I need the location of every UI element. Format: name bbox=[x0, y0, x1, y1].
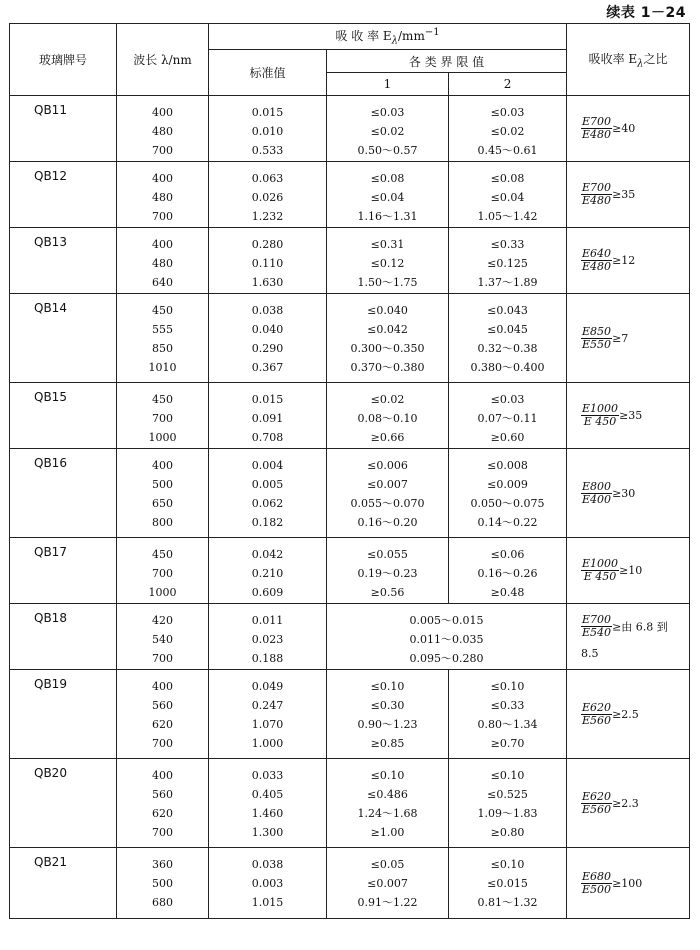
cell-value: ≥0.56 bbox=[370, 586, 405, 599]
cell-value: 0.063 bbox=[251, 172, 284, 185]
cell-value: ≤0.10 bbox=[370, 769, 405, 782]
cell-value: 0.011～0.035 bbox=[409, 633, 484, 646]
cell-value: ≤0.08 bbox=[370, 172, 405, 185]
wavelength-cell bbox=[117, 294, 209, 383]
cell-value: 1.000 bbox=[251, 737, 284, 750]
cell-value: 1.460 bbox=[251, 807, 284, 820]
cell-value: 700 bbox=[152, 737, 173, 750]
cell-value: 400 bbox=[152, 172, 173, 185]
absorbance-ratio-cell bbox=[567, 96, 690, 162]
limit-1-cell bbox=[327, 670, 449, 759]
ratio-numerator: E700 bbox=[582, 612, 612, 626]
table-row bbox=[10, 538, 690, 604]
cell-value: ≤0.05 bbox=[370, 858, 405, 871]
cell-value: 500 bbox=[152, 877, 173, 890]
glass-brand-cell: QB21 bbox=[10, 848, 117, 919]
ratio-condition: ≥2.3 bbox=[612, 796, 639, 810]
cell-value: 680 bbox=[152, 896, 173, 909]
ratio-fraction bbox=[581, 326, 612, 351]
cell-value: 1.50～1.75 bbox=[357, 276, 418, 289]
cell-value: ≤0.02 bbox=[490, 125, 525, 138]
cell-value: ≥0.66 bbox=[370, 431, 405, 444]
table-row bbox=[10, 449, 690, 538]
absorbance-ratio-cell bbox=[567, 162, 690, 228]
cell-value: 0.07～0.11 bbox=[477, 412, 538, 425]
header-limits: 各 类 界 限 值 bbox=[327, 50, 567, 73]
cell-value: ≤0.03 bbox=[370, 106, 405, 119]
standard-value-cell bbox=[209, 162, 327, 228]
ratio-denominator: E480 bbox=[582, 128, 612, 141]
ratio-condition: ≥35 bbox=[619, 409, 643, 422]
ratio-denominator: E400 bbox=[582, 492, 612, 506]
cell-value: 0.45～0.61 bbox=[477, 144, 538, 157]
cell-value: 0.300～0.350 bbox=[350, 342, 425, 355]
cell-value: ≤0.045 bbox=[487, 323, 528, 336]
cell-value: ≤0.10 bbox=[370, 680, 405, 693]
cell-value: ≤0.04 bbox=[490, 191, 525, 204]
cell-value: ≥0.85 bbox=[370, 737, 405, 750]
limit-1-cell bbox=[327, 96, 449, 162]
wavelength-cell bbox=[117, 538, 209, 604]
standard-value-cell bbox=[209, 759, 327, 848]
ratio-numerator: E850 bbox=[582, 324, 612, 338]
cell-value: 450 bbox=[152, 548, 173, 561]
cell-value: 1.09～1.83 bbox=[477, 807, 538, 820]
cell-value: 1.630 bbox=[251, 276, 284, 289]
cell-value: 500 bbox=[152, 478, 173, 491]
cell-value: ≤0.02 bbox=[370, 125, 405, 138]
ratio-condition: ≥7 bbox=[612, 331, 629, 345]
header-absorbance: 吸 收 率 $E_\lambda/mm^{-1}$ bbox=[209, 24, 567, 50]
limit-2-cell bbox=[449, 848, 567, 919]
ratio-denominator: E480 bbox=[582, 260, 612, 273]
cell-value: ≤0.33 bbox=[490, 238, 525, 251]
absorbance-ratio-cell bbox=[567, 848, 690, 919]
cell-value: 1.232 bbox=[251, 210, 284, 223]
cell-value: 0.380～0.400 bbox=[470, 361, 545, 374]
cell-value: 0.50～0.57 bbox=[357, 144, 418, 157]
cell-value: 400 bbox=[152, 459, 173, 472]
ratio-numerator: E700 bbox=[582, 181, 612, 194]
cell-value: ≤0.008 bbox=[487, 459, 528, 472]
cell-value: ≥0.70 bbox=[490, 737, 525, 750]
cell-value: 1.300 bbox=[251, 826, 284, 839]
standard-value-cell bbox=[209, 228, 327, 294]
cell-value: 1000 bbox=[148, 586, 177, 599]
ratio-condition: ≥2.5 bbox=[612, 707, 639, 721]
standard-value-cell bbox=[209, 848, 327, 919]
cell-value: ≥1.00 bbox=[370, 826, 405, 839]
ratio-numerator: E620 bbox=[582, 700, 612, 714]
cell-value: ≤0.042 bbox=[367, 323, 408, 336]
cell-value: 450 bbox=[152, 304, 173, 317]
cell-value: 560 bbox=[152, 699, 173, 712]
absorbance-ratio-cell bbox=[567, 449, 690, 538]
ratio-fraction bbox=[581, 248, 612, 273]
cell-value: 0.038 bbox=[251, 858, 284, 871]
cell-value: 620 bbox=[152, 807, 173, 820]
wavelength-cell bbox=[117, 759, 209, 848]
cell-value: ≤0.12 bbox=[370, 257, 405, 270]
ratio-fraction bbox=[581, 403, 619, 428]
table-row bbox=[10, 294, 690, 383]
ratio-denominator: E 450 bbox=[583, 415, 617, 428]
ratio-numerator: E620 bbox=[582, 789, 612, 803]
cell-value: 0.16～0.26 bbox=[477, 567, 538, 580]
cell-value: ≤0.043 bbox=[487, 304, 528, 317]
cell-value: ≤0.10 bbox=[490, 858, 525, 871]
cell-value: 0.08～0.10 bbox=[357, 412, 418, 425]
cell-value: 0.367 bbox=[251, 361, 284, 374]
glass-brand-cell: QB15 bbox=[10, 383, 117, 449]
cell-value: ≤0.009 bbox=[487, 478, 528, 491]
cell-value: ≥0.60 bbox=[490, 431, 525, 444]
standard-value-cell bbox=[209, 538, 327, 604]
limit-1-cell bbox=[327, 294, 449, 383]
limit-2-cell bbox=[449, 383, 567, 449]
cell-value: 700 bbox=[152, 652, 173, 665]
limit-2-cell bbox=[449, 294, 567, 383]
cell-value: ≤0.30 bbox=[370, 699, 405, 712]
header-standard: 标准值 bbox=[209, 50, 327, 96]
standard-value-cell bbox=[209, 383, 327, 449]
table-row bbox=[10, 228, 690, 294]
wavelength-cell bbox=[117, 449, 209, 538]
ratio-note: 8.5 bbox=[581, 646, 599, 660]
cell-value: 0.005 bbox=[251, 478, 284, 491]
standard-value-cell bbox=[209, 294, 327, 383]
cell-value: ≤0.015 bbox=[487, 877, 528, 890]
table-body bbox=[10, 96, 690, 919]
cell-value: ≤0.06 bbox=[490, 548, 525, 561]
cell-value: 1.015 bbox=[251, 896, 284, 909]
limit-1-cell bbox=[327, 228, 449, 294]
cell-value: 0.042 bbox=[251, 548, 284, 561]
absorbance-ratio-cell bbox=[567, 294, 690, 383]
limit-range-merged-cell bbox=[327, 604, 567, 670]
limit-1-cell bbox=[327, 383, 449, 449]
limit-1-cell bbox=[327, 759, 449, 848]
ratio-fraction bbox=[581, 558, 619, 583]
cell-value: 0.015 bbox=[251, 393, 284, 406]
table-row bbox=[10, 848, 690, 919]
header-limit-2: 2 bbox=[449, 73, 567, 96]
table-row bbox=[10, 604, 690, 670]
absorbance-ratio-cell bbox=[567, 383, 690, 449]
limit-2-cell bbox=[449, 449, 567, 538]
cell-value: ≤0.006 bbox=[367, 459, 408, 472]
cell-value: 640 bbox=[152, 276, 173, 289]
cell-value: 0.033 bbox=[251, 769, 284, 782]
cell-value: 400 bbox=[152, 106, 173, 119]
limit-1-cell bbox=[327, 538, 449, 604]
ratio-fraction bbox=[581, 791, 612, 816]
wavelength-cell bbox=[117, 383, 209, 449]
cell-value: 0.90～1.23 bbox=[357, 718, 418, 731]
limit-2-cell bbox=[449, 538, 567, 604]
wavelength-cell bbox=[117, 604, 209, 670]
cell-value: 0.003 bbox=[251, 877, 284, 890]
limit-1-cell bbox=[327, 162, 449, 228]
table-row bbox=[10, 162, 690, 228]
cell-value: 800 bbox=[152, 516, 173, 529]
cell-value: 700 bbox=[152, 826, 173, 839]
cell-value: 0.004 bbox=[251, 459, 284, 472]
glass-brand-cell: QB11 bbox=[10, 96, 117, 162]
table-row bbox=[10, 96, 690, 162]
cell-value: 0.80～1.34 bbox=[477, 718, 538, 731]
cell-value: ≤0.040 bbox=[367, 304, 408, 317]
ratio-condition: ≥40 bbox=[612, 122, 636, 135]
ratio-fraction bbox=[581, 702, 612, 727]
header-limit-1: 1 bbox=[327, 73, 449, 96]
limit-1-cell bbox=[327, 848, 449, 919]
cell-value: 0.370～0.380 bbox=[350, 361, 425, 374]
cell-value: 0.91～1.22 bbox=[357, 896, 418, 909]
cell-value: 480 bbox=[152, 191, 173, 204]
cell-value: 400 bbox=[152, 680, 173, 693]
ratio-denominator: E 450 bbox=[583, 570, 617, 583]
limit-2-cell bbox=[449, 670, 567, 759]
glass-brand-cell: QB14 bbox=[10, 294, 117, 383]
cell-value: ≤0.10 bbox=[490, 680, 525, 693]
ratio-fraction bbox=[581, 481, 612, 506]
cell-value: 0.16～0.20 bbox=[357, 516, 418, 529]
cell-value: 0.095～0.280 bbox=[409, 652, 484, 665]
cell-value: 1.37～1.89 bbox=[477, 276, 538, 289]
cell-value: 0.023 bbox=[251, 633, 284, 646]
cell-value: ≤0.007 bbox=[367, 877, 408, 890]
cell-value: ≤0.03 bbox=[490, 106, 525, 119]
cell-value: 0.32～0.38 bbox=[477, 342, 538, 355]
cell-value: 0.708 bbox=[251, 431, 284, 444]
ratio-denominator: E500 bbox=[582, 882, 612, 896]
cell-value: 700 bbox=[152, 210, 173, 223]
cell-value: 555 bbox=[152, 323, 173, 336]
cell-value: 540 bbox=[152, 633, 173, 646]
ratio-numerator: E1000 bbox=[582, 557, 619, 570]
cell-value: 0.091 bbox=[251, 412, 284, 425]
ratio-denominator: E560 bbox=[582, 713, 612, 727]
standard-value-cell bbox=[209, 449, 327, 538]
glass-brand-cell: QB20 bbox=[10, 759, 117, 848]
cell-value: 0.182 bbox=[251, 516, 284, 529]
cell-value: 400 bbox=[152, 238, 173, 251]
standard-value-cell bbox=[209, 604, 327, 670]
wavelength-cell bbox=[117, 96, 209, 162]
cell-value: 0.038 bbox=[251, 304, 284, 317]
ratio-numerator: E680 bbox=[582, 869, 612, 883]
glass-brand-cell: QB13 bbox=[10, 228, 117, 294]
cell-value: 0.81～1.32 bbox=[477, 896, 538, 909]
ratio-denominator: E550 bbox=[582, 337, 612, 351]
cell-value: ≤0.03 bbox=[490, 393, 525, 406]
cell-value: 0.015 bbox=[251, 106, 284, 119]
absorbance-ratio-cell bbox=[567, 604, 690, 670]
cell-value: 420 bbox=[152, 614, 173, 627]
ratio-fraction bbox=[581, 871, 612, 896]
cell-value: 1010 bbox=[148, 361, 177, 374]
limit-2-cell bbox=[449, 228, 567, 294]
limit-2-cell bbox=[449, 96, 567, 162]
ratio-condition: ≥35 bbox=[612, 188, 636, 201]
cell-value: 0.011 bbox=[251, 614, 284, 627]
cell-value: ≤0.125 bbox=[487, 257, 528, 270]
wavelength-cell bbox=[117, 848, 209, 919]
cell-value: 0.280 bbox=[251, 238, 284, 251]
ratio-numerator: E700 bbox=[582, 115, 612, 128]
cell-value: ≤0.04 bbox=[370, 191, 405, 204]
cell-value: ≥0.80 bbox=[490, 826, 525, 839]
ratio-condition: ≥12 bbox=[612, 254, 636, 267]
table-row bbox=[10, 759, 690, 848]
glass-absorbance-table bbox=[9, 23, 690, 919]
ratio-condition: ≥100 bbox=[612, 876, 643, 890]
cell-value: ≤0.055 bbox=[367, 548, 408, 561]
glass-brand-cell: QB18 bbox=[10, 604, 117, 670]
glass-brand-cell: QB17 bbox=[10, 538, 117, 604]
ratio-numerator: E1000 bbox=[582, 402, 619, 415]
cell-value: 1000 bbox=[148, 431, 177, 444]
cell-value: ≥0.48 bbox=[490, 586, 525, 599]
absorbance-ratio-cell bbox=[567, 538, 690, 604]
standard-value-cell bbox=[209, 96, 327, 162]
cell-value: ≤0.007 bbox=[367, 478, 408, 491]
cell-value: 0.026 bbox=[251, 191, 284, 204]
cell-value: 0.609 bbox=[251, 586, 284, 599]
cell-value: 480 bbox=[152, 257, 173, 270]
cell-value: 650 bbox=[152, 497, 173, 510]
standard-value-cell bbox=[209, 670, 327, 759]
limit-2-cell bbox=[449, 759, 567, 848]
ratio-denominator: E540 bbox=[582, 625, 612, 639]
cell-value: 0.533 bbox=[251, 144, 284, 157]
ratio-numerator: E640 bbox=[582, 247, 612, 260]
ratio-numerator: E800 bbox=[582, 479, 612, 493]
cell-value: 0.050～0.075 bbox=[470, 497, 545, 510]
ratio-condition: ≥30 bbox=[612, 486, 636, 500]
cell-value: 0.188 bbox=[251, 652, 284, 665]
ratio-denominator: E560 bbox=[582, 802, 612, 816]
cell-value: 620 bbox=[152, 718, 173, 731]
ratio-fraction bbox=[581, 116, 612, 141]
cell-value: 0.290 bbox=[251, 342, 284, 355]
cell-value: ≤0.31 bbox=[370, 238, 405, 251]
ratio-condition: ≥由 6.8 到 bbox=[612, 620, 668, 633]
cell-value: 0.19～0.23 bbox=[357, 567, 418, 580]
wavelength-cell bbox=[117, 228, 209, 294]
cell-value: 480 bbox=[152, 125, 173, 138]
wavelength-cell bbox=[117, 670, 209, 759]
absorbance-ratio-cell bbox=[567, 759, 690, 848]
ratio-fraction bbox=[581, 182, 612, 207]
cell-value: 700 bbox=[152, 412, 173, 425]
ratio-fraction bbox=[581, 614, 612, 639]
cell-value: 400 bbox=[152, 769, 173, 782]
cell-value: ≤0.33 bbox=[490, 699, 525, 712]
header-brand: 玻璃牌号 bbox=[10, 24, 117, 96]
cell-value: ≤0.486 bbox=[367, 788, 408, 801]
cell-value: 0.055～0.070 bbox=[350, 497, 425, 510]
table-row bbox=[10, 670, 690, 759]
cell-value: ≤0.02 bbox=[370, 393, 405, 406]
cell-value: 560 bbox=[152, 788, 173, 801]
cell-value: ≤0.10 bbox=[490, 769, 525, 782]
table-row bbox=[10, 383, 690, 449]
glass-brand-cell: QB16 bbox=[10, 449, 117, 538]
cell-value: 1.05～1.42 bbox=[477, 210, 538, 223]
header-wavelength: 波长 λ/nm bbox=[117, 24, 209, 96]
cell-value: 0.405 bbox=[251, 788, 284, 801]
wavelength-cell bbox=[117, 162, 209, 228]
cell-value: 0.210 bbox=[251, 567, 284, 580]
cell-value: 0.247 bbox=[251, 699, 284, 712]
cell-value: 1.24～1.68 bbox=[357, 807, 418, 820]
cell-value: 0.110 bbox=[251, 257, 284, 270]
table-caption: 续表 1－24 bbox=[606, 5, 686, 21]
header-ratio: 吸收率 $E_\lambda$之比 bbox=[567, 24, 690, 96]
absorbance-ratio-cell bbox=[567, 670, 690, 759]
cell-value: 0.040 bbox=[251, 323, 284, 336]
cell-value: 0.062 bbox=[251, 497, 284, 510]
cell-value: 1.070 bbox=[251, 718, 284, 731]
cell-value: ≤0.08 bbox=[490, 172, 525, 185]
cell-value: 850 bbox=[152, 342, 173, 355]
cell-value: 360 bbox=[152, 858, 173, 871]
absorbance-ratio-cell bbox=[567, 228, 690, 294]
glass-brand-cell: QB19 bbox=[10, 670, 117, 759]
cell-value: ≤0.525 bbox=[487, 788, 528, 801]
cell-value: 700 bbox=[152, 144, 173, 157]
cell-value: 1.16～1.31 bbox=[357, 210, 418, 223]
cell-value: 0.010 bbox=[251, 125, 284, 138]
limit-1-cell bbox=[327, 449, 449, 538]
cell-value: 0.14～0.22 bbox=[477, 516, 538, 529]
cell-value: 700 bbox=[152, 567, 173, 580]
limit-2-cell bbox=[449, 162, 567, 228]
cell-value: 0.049 bbox=[251, 680, 284, 693]
glass-brand-cell: QB12 bbox=[10, 162, 117, 228]
cell-value: 0.005～0.015 bbox=[409, 614, 484, 627]
ratio-condition: ≥10 bbox=[619, 564, 643, 577]
cell-value: 450 bbox=[152, 393, 173, 406]
ratio-denominator: E480 bbox=[582, 194, 612, 207]
